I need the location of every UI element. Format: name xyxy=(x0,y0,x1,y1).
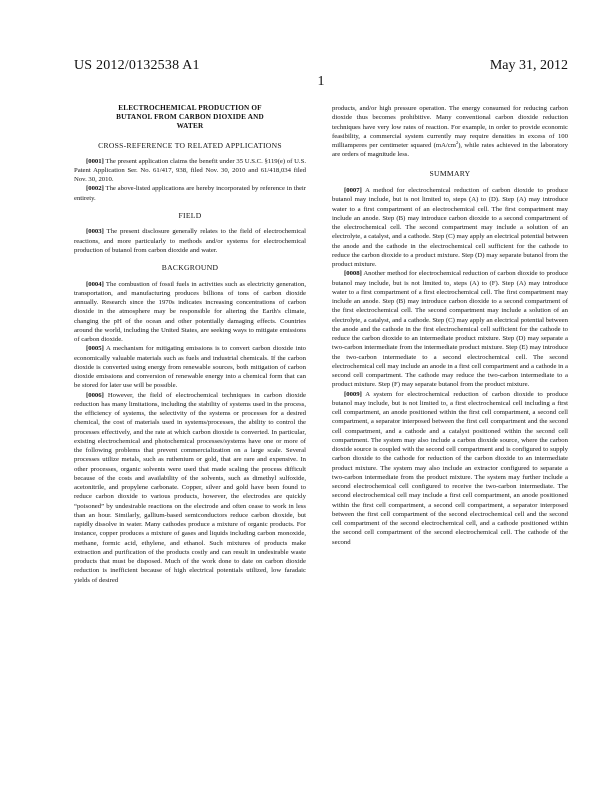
paragraph-text: However, the field of electrochemical techniques in carbon dioxide reduction has many limitations, including the stability of systems used in the process, the efficiency of systems, the selectivity of the systems or processes for a desired chemical, the cost of materials used in systems/processes, the ability to control the processes effectively, and the rate at which carbon dioxide is converted. In particular, existing electrochemical and photochemical processes/systems have one or more of the following problems that prevent commercialization on a large scale. Several processes utilize metals, such as ruthenium or gold, that are rare and expensive. In other processes, organic solvents were used that made scaling the process difficult because of the costs and availability of the solvents, such as dimethyl sulfoxide, acetonitrile, and propylene carbonate. Copper, silver and gold have been found to reduce carbon dioxide to various products, however, the electrodes are quickly “poisoned” by undesirable reactions on the electrode and often cease to work in less than an hour. Similarly, gallium-based semiconductors reduce carbon dioxide, but rapidly dissolve in water. Many cathodes produce a mixture of organic products. For instance, copper produces a mixture of gases and liquids including carbon monoxide, methane, formic acid, ethylene, and ethanol. Such mixtures of products make extraction and purification of the products costly and can result in undesirable waste products that must be disposed. Much of the work done to date on carbon dioxide reduction is inefficient because of high electrical potentials utilized, low faradaic yields of desired xyxy=(74,391,306,584)
summary-heading: SUMMARY xyxy=(429,168,471,178)
paragraph-number: [0006] xyxy=(86,391,104,399)
paragraph-number: [0003] xyxy=(86,228,104,236)
superscript: 2 xyxy=(455,139,459,145)
background-heading: BACKGROUND xyxy=(161,263,219,272)
paragraph-0006 xyxy=(74,391,306,585)
paragraph-text: A system for electrochemical reduction of carbon dioxide to produce butanol may include, but is not limited to, a first electrochemical cell including a first cell compartment, an anode positioned within the first cell compartment, a second cell compartment, a separator interposed between the first cell compartment and the second cell compartment, and a cathode and a catalyst positioned within the second cell compartment. The system may also include a carbon dioxide source, where the carbon dioxide source is coupled with the second cell compartment and is configured to supply carbon dioxide to the cathode for reduction of the carbon dioxide to an intermediate product mixture. The system may also include an extractor configured to separate a two-carbon intermediate from the product mixture. The system may further include a second electrochemical cell configured to receive the two-carbon intermediate. The second electrochemical cell may include a first cell compartment, an anode positioned within the first cell compartment, a second cell compartment, a separator interposed between the first cell compartment of the second electrochemical cell and the second cell compartment of the second electrochemical cell, and a cathode positioned within the second cell compartment of the second electrochemical cell. The cathode of the second xyxy=(332,390,568,546)
document-title xyxy=(82,104,298,131)
paragraph-text: The present disclosure generally relates to the field of electrochemical reactions, and more particularly to methods and/or systems for electrochemical production of butanol from carbon dioxide and water. xyxy=(74,228,306,254)
paragraph-text: The above-listed applications are hereby incorporated by reference in their entirety. xyxy=(74,185,306,202)
cross-reference-heading: CROSS-REFERENCE TO RELATED APPLICATIONS xyxy=(98,141,282,150)
paragraph-number: [0002] xyxy=(86,185,104,193)
paragraph-0006-continued xyxy=(332,104,568,160)
paragraph-0004 xyxy=(74,280,306,345)
paragraph-text: The combustion of fossil fuels in activities such as electricity generation, transportation, and manufacturing produces billions of tons of carbon dioxide annually. Research since the 1970s indicates increasing concentrations of carbon dioxide in the atmosphere may be responsible for altering the Earth's climate, changing the pH of the ocean and other potentially damaging effects. Countries around the world, including the United States, are seeking ways to mitigate emissions of carbon dioxide. xyxy=(74,280,306,343)
paragraph-0002 xyxy=(74,184,306,203)
two-column-body xyxy=(74,104,568,585)
paragraph-0008 xyxy=(332,269,568,389)
paragraph-0009 xyxy=(332,390,568,547)
paragraph-text: ), while rates achieved in the laboratory are orders of magnitude less. xyxy=(332,142,568,159)
publication-number: US 2012/0132538 A1 xyxy=(74,58,200,73)
paragraph-text: The present application claims the benefit under 35 U.S.C. §119(e) of U.S. Patent Application Ser. No. 61/417, 938, filed Nov. 30, 2010 and 61/418,034 filed Nov. 30, 2010. xyxy=(74,157,306,183)
field-heading: FIELD xyxy=(178,210,202,220)
title-line: ELECTROCHEMICAL PRODUCTION OF xyxy=(118,104,262,112)
left-column xyxy=(74,104,306,585)
paragraph-number: [0009] xyxy=(344,390,362,398)
paragraph-0007 xyxy=(332,186,568,269)
page-header xyxy=(74,58,568,90)
right-column xyxy=(332,104,568,585)
paragraph-text: products, and/or high pressure operation. The energy consumed for reducing carbon dioxide thus becomes prohibitive. Many conventional carbon dioxide reduction techniques have very low rates of reaction. For example, in order to provide economic feasibility, a commercial system currently may require densities in excess of 100 milliamperes per centimeter squared (mA/cm xyxy=(332,105,568,149)
paragraph-text: Another method for electrochemical reduction of carbon dioxide to produce butanol may include, but is not limited to, steps (A) to (F). Step (A) may introduce water to a first compartment of a first electrochemical cell. The first compartment may include an anode. Step (B) may introduce carbon dioxide to a second compartment of the first electrochemical cell. The second compartment may include a solution of an electrolyte, a catalyst, and a cathode. Step (C) may apply an electrical potential between the anode and the cathode in the first electrochemical cell sufficient for the cathode to reduce the carbon dioxide to an intermediate product mixture. Step (D) may separate a two-carbon intermediate from the intermediate product mixture. Step (E) may introduce the two-carbon intermediate to a second electrochemical cell. The second electrochemical cell may include an anode in a first cell compartment and a cathode in a second cell compartment. The cathode may reduce the two-carbon intermediate to a product mixture. Step (F) may separate butanol from the product mixture. xyxy=(332,270,568,389)
title-line: WATER xyxy=(176,122,204,130)
page-number: 1 xyxy=(317,74,325,89)
publication-date: May 31, 2012 xyxy=(489,58,568,73)
paragraph-text: A method for electrochemical reduction of carbon dioxide to produce butanol may include, but is not limited to, steps (A) to (D). Step (A) may introduce water to a first compartment of an electrochemical cell. The first compartment may include an anode. Step (B) may introduce carbon dioxide to a second compartment of the electrochemical cell. The second compartment may include a solution of an electrolyte, a catalyst, and a cathode. Step (C) may apply an electrical potential between the anode and the cathode in the electrochemical cell sufficient for the cathode to reduce the carbon dioxide to a product mixture. Step (D) may separate butanol from the product mixture. xyxy=(332,187,568,268)
paragraph-text: A mechanism for mitigating emissions is to convert carbon dioxide into economically valuable materials such as fuels and industrial chemicals. If the carbon dioxide is converted using energy from renewable sources, both mitigation of carbon dioxide emissions and conversion of renewable energy into a chemical form that can be stored for later use will be possible. xyxy=(74,345,306,390)
paragraph-number: [0008] xyxy=(344,270,362,278)
paragraph-number: [0001] xyxy=(86,157,104,165)
title-line: BUTANOL FROM CARBON DIOXIDE AND xyxy=(116,113,264,121)
paragraph-0003 xyxy=(74,227,306,255)
paragraph-number: [0007] xyxy=(344,187,362,194)
paragraph-number: [0005] xyxy=(86,345,104,353)
paragraph-0001 xyxy=(74,157,306,185)
paragraph-0005 xyxy=(74,344,306,390)
paragraph-number: [0004] xyxy=(86,280,104,288)
